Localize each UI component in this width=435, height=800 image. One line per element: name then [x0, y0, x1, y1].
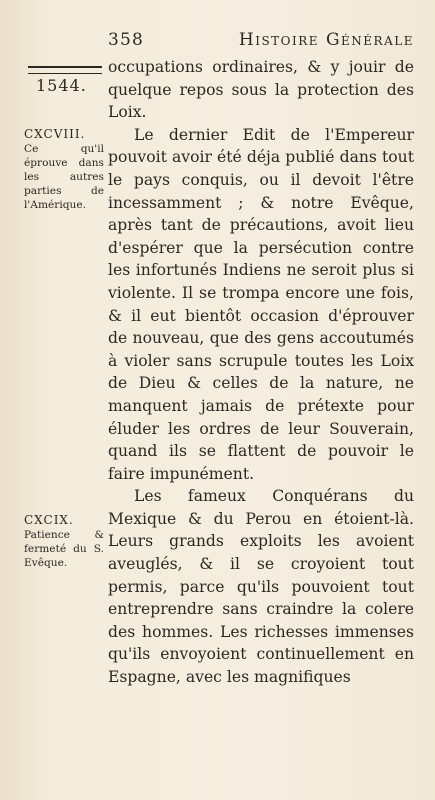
section-rule	[28, 66, 102, 74]
body-text	[108, 56, 414, 689]
page-number: 358	[108, 30, 145, 50]
paragraph: Les fameux Conquérans du Mexique & du Perou en étoient-là. Leurs grands exploits les avoient aveuglés, & il se croyoient tout permis, parce qu'ils pouvoient tout entreprendre sans craindre la colere des hommes. Les richesses immenses qu'ils envoyoient continuellement en Espagne, avec les magnifiques	[108, 487, 414, 687]
running-title: Histoire Générale	[238, 30, 414, 50]
paragraph: occupations ordinaires, & y jouir de quelque repos sous la protection des Loix.	[108, 58, 414, 122]
running-header	[108, 30, 414, 50]
margin-year: 1544.	[36, 76, 87, 95]
note-text: Ce qu'il éprouve dans les autres parties de l'Amérique.	[24, 143, 104, 211]
note-number: CXCIX.	[24, 513, 74, 527]
marginal-note	[24, 513, 104, 570]
paragraph: Le dernier Edit de l'Empereur pouvoit avoir été déja publié dans tout le pays conquis, ou il devoit l'être incessamment ; & notre Evêque, après tant de précautions, avoit lieu d'espérer que la persécution contre les infortunés Indiens ne seroit plus si violente. Il se trompa encore une fois, & il eut bientôt occasion d'éprouver de nouveau, que des gens accoutumés à violer sans scrupule toutes les Loix de Dieu & celles de la nature, ne manquent jamais de prétexte pour éluder les ordres de leur Souverain, quand ils se flattent de pouvoir le faire impunément.	[108, 125, 414, 483]
note-number: CXCVIII.	[24, 127, 86, 141]
note-text: Patience & fermeté du S. Evêque.	[24, 529, 104, 569]
marginal-note	[24, 127, 104, 212]
